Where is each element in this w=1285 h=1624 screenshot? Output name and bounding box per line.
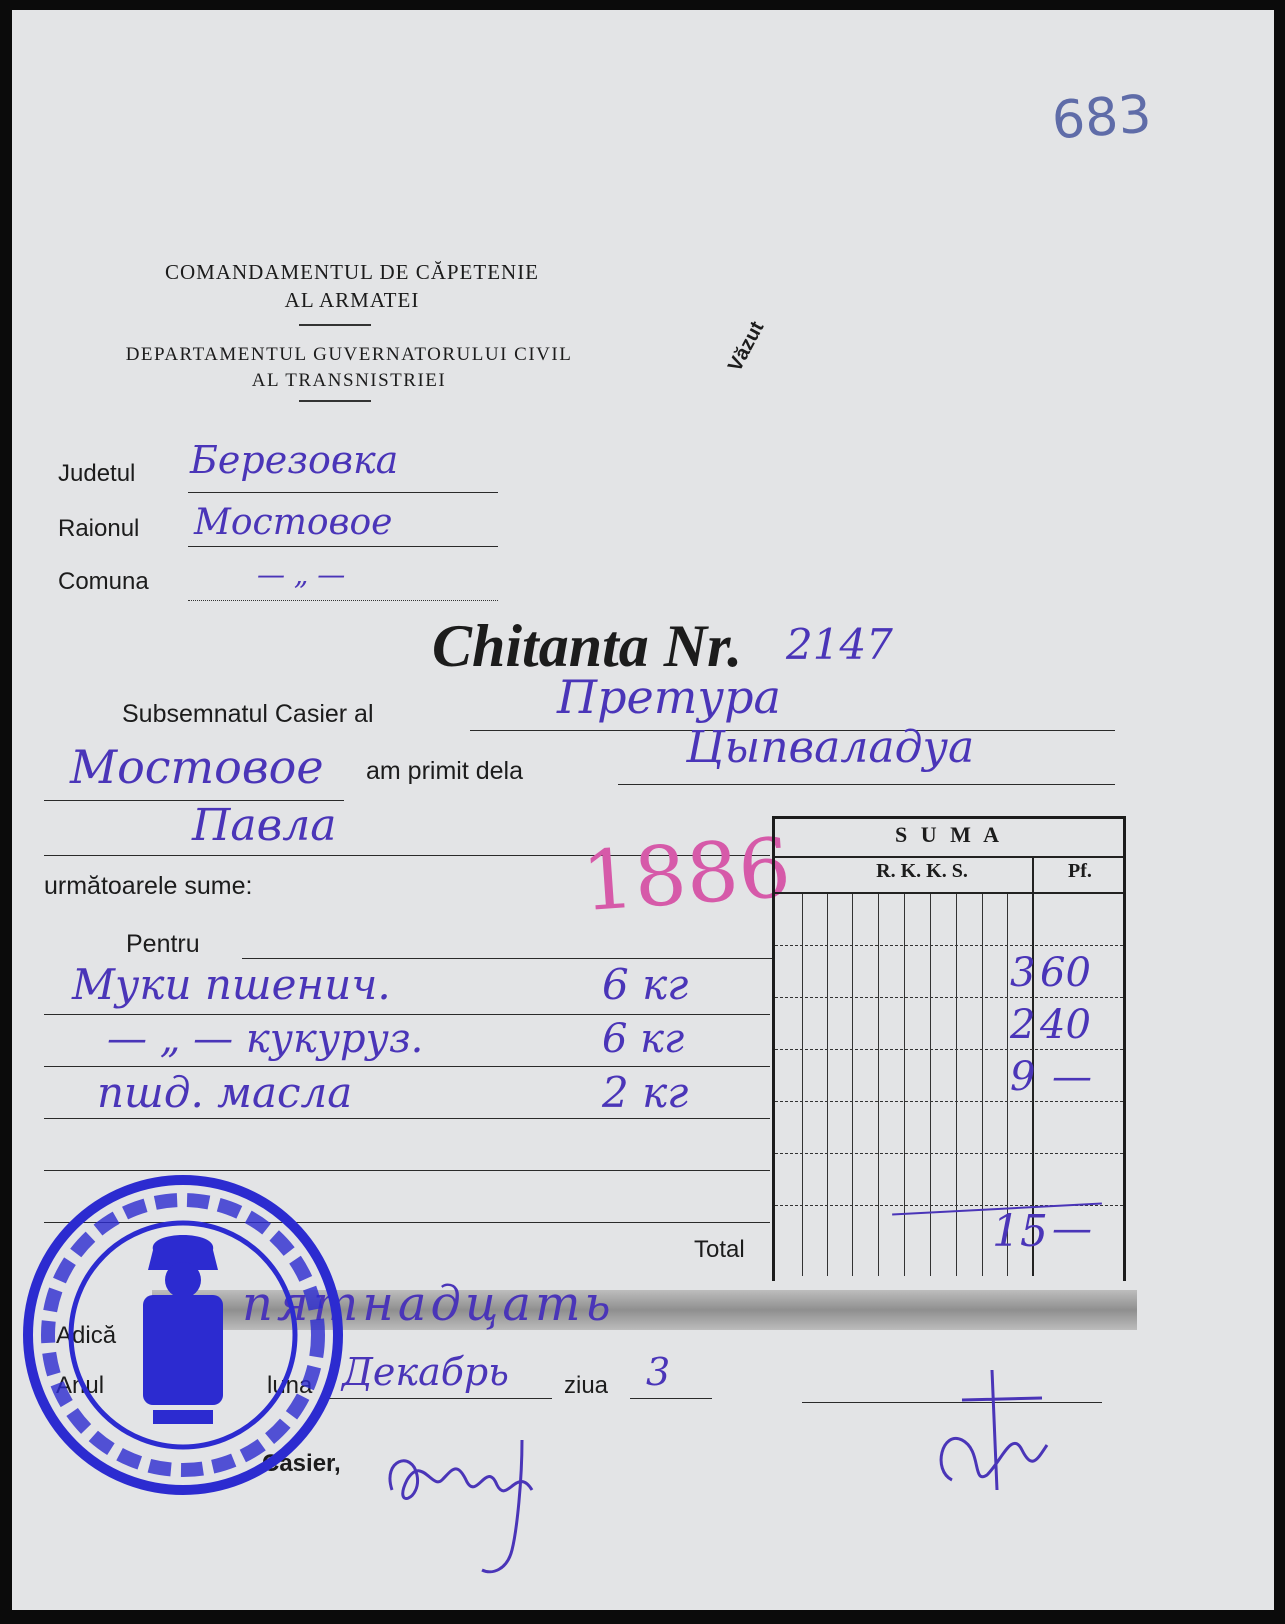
judetul-value: Березовка <box>190 438 399 482</box>
suma-header-line <box>775 856 1123 858</box>
col-divider-5 <box>904 894 905 1276</box>
vazut-stamp: Văzut <box>724 317 769 376</box>
adica-label: Adică <box>56 1322 117 1349</box>
pentru-label: Pentru <box>126 930 200 958</box>
receipt-title: Chitanta Nr. <box>432 613 743 679</box>
item-line-1 <box>44 1014 770 1015</box>
item-1-pf: 60 <box>1040 950 1091 996</box>
col-divider-8 <box>982 894 983 1276</box>
ziua-value: 3 <box>646 1350 671 1394</box>
raionul-line <box>188 546 498 547</box>
header-line3: DEPARTAMENTUL GUVERNATORULUI CIVIL <box>125 344 573 365</box>
department-block <box>54 342 644 394</box>
table-row-line-5 <box>775 1153 1123 1154</box>
casier-value: Претура <box>557 670 781 724</box>
primit-value: Цыпваладуа <box>686 722 975 773</box>
judetul-line <box>188 492 498 493</box>
table-row-line-3 <box>775 1049 1123 1050</box>
item-2-qty: 6 кг <box>602 1016 685 1062</box>
item-2-rkks: 2 <box>1010 1002 1036 1048</box>
col-pf-header: Pf. <box>1068 860 1092 882</box>
total-pf: — <box>1052 1206 1092 1252</box>
casier-sign-label: Casier, <box>262 1450 341 1477</box>
item-1-description: Муки пшенич. <box>72 960 391 1009</box>
name-value: Павла <box>192 800 337 851</box>
item-3-pf: — <box>1052 1054 1092 1100</box>
total-label: Total <box>694 1236 745 1263</box>
comuna-line <box>188 600 498 601</box>
primit-label: am primit dela <box>366 757 523 785</box>
col-divider-6 <box>930 894 931 1276</box>
header-line1: COMANDAMENTUL DE CĂPETENIE <box>164 260 540 284</box>
table-row-line-4 <box>775 1101 1123 1102</box>
ziua-line <box>630 1398 712 1399</box>
casier-label: Subsemnatul Casier al <box>122 700 374 728</box>
primit-line <box>618 784 1115 785</box>
luna-value: Декабрь <box>342 1350 509 1394</box>
col-divider-3 <box>852 894 853 1276</box>
pentru-line <box>242 958 772 959</box>
col-rkks-header: R. K. K. S. <box>876 860 968 882</box>
table-row-line-1 <box>775 945 1123 946</box>
receipt-paper <box>12 10 1274 1610</box>
place-value: Мостовое <box>70 740 324 794</box>
item-1-rkks: 3 <box>1010 950 1036 996</box>
item-3-rkks: 9 <box>1010 1054 1036 1100</box>
item-3-qty: 2 кг <box>602 1068 689 1117</box>
comuna-label: Comuna <box>58 568 149 595</box>
comuna-value: — „ — <box>257 558 346 591</box>
judetul-label: Judetul <box>58 460 136 487</box>
casier-signature <box>372 1420 592 1580</box>
header-block <box>82 258 622 314</box>
col-divider-1 <box>802 894 803 1276</box>
ziua-label: ziua <box>564 1372 609 1399</box>
luna-line <box>322 1398 552 1399</box>
table-row-line-2 <box>775 997 1123 998</box>
item-3-description: пшд. масла <box>97 1068 353 1117</box>
raionul-value: Мостовое <box>194 502 393 543</box>
col-divider-4 <box>878 894 879 1276</box>
suma-header: S U M A <box>894 822 1004 847</box>
col-divider-7 <box>956 894 957 1276</box>
receipt-number: 2147 <box>786 620 893 669</box>
anul-label: Anul <box>56 1372 105 1399</box>
item-2-pf: 40 <box>1040 1002 1091 1048</box>
item-2-description: — „ — кукуруз. <box>107 1016 424 1062</box>
department-divider <box>299 400 371 402</box>
header-line2: AL ARMATEI <box>284 288 420 312</box>
header-divider <box>299 324 371 326</box>
item-line-3 <box>44 1118 770 1119</box>
official-round-stamp <box>18 1170 348 1500</box>
item-1-qty: 6 кг <box>602 960 689 1009</box>
header-line4: AL TRANSNISTRIEI <box>251 370 447 391</box>
col-divider-2 <box>827 894 828 1276</box>
raionul-label: Raionul <box>58 515 140 542</box>
total-value: 15 <box>992 1206 1048 1257</box>
item-line-2 <box>44 1066 770 1067</box>
luna-label: luna <box>267 1372 313 1399</box>
archive-number: 683 <box>1050 84 1154 152</box>
sume-label: următoarele sume: <box>44 872 253 900</box>
pink-annotation: 1886 <box>578 820 794 931</box>
adica-value: пятнадцать <box>242 1276 615 1332</box>
official-signature <box>892 1360 1092 1510</box>
